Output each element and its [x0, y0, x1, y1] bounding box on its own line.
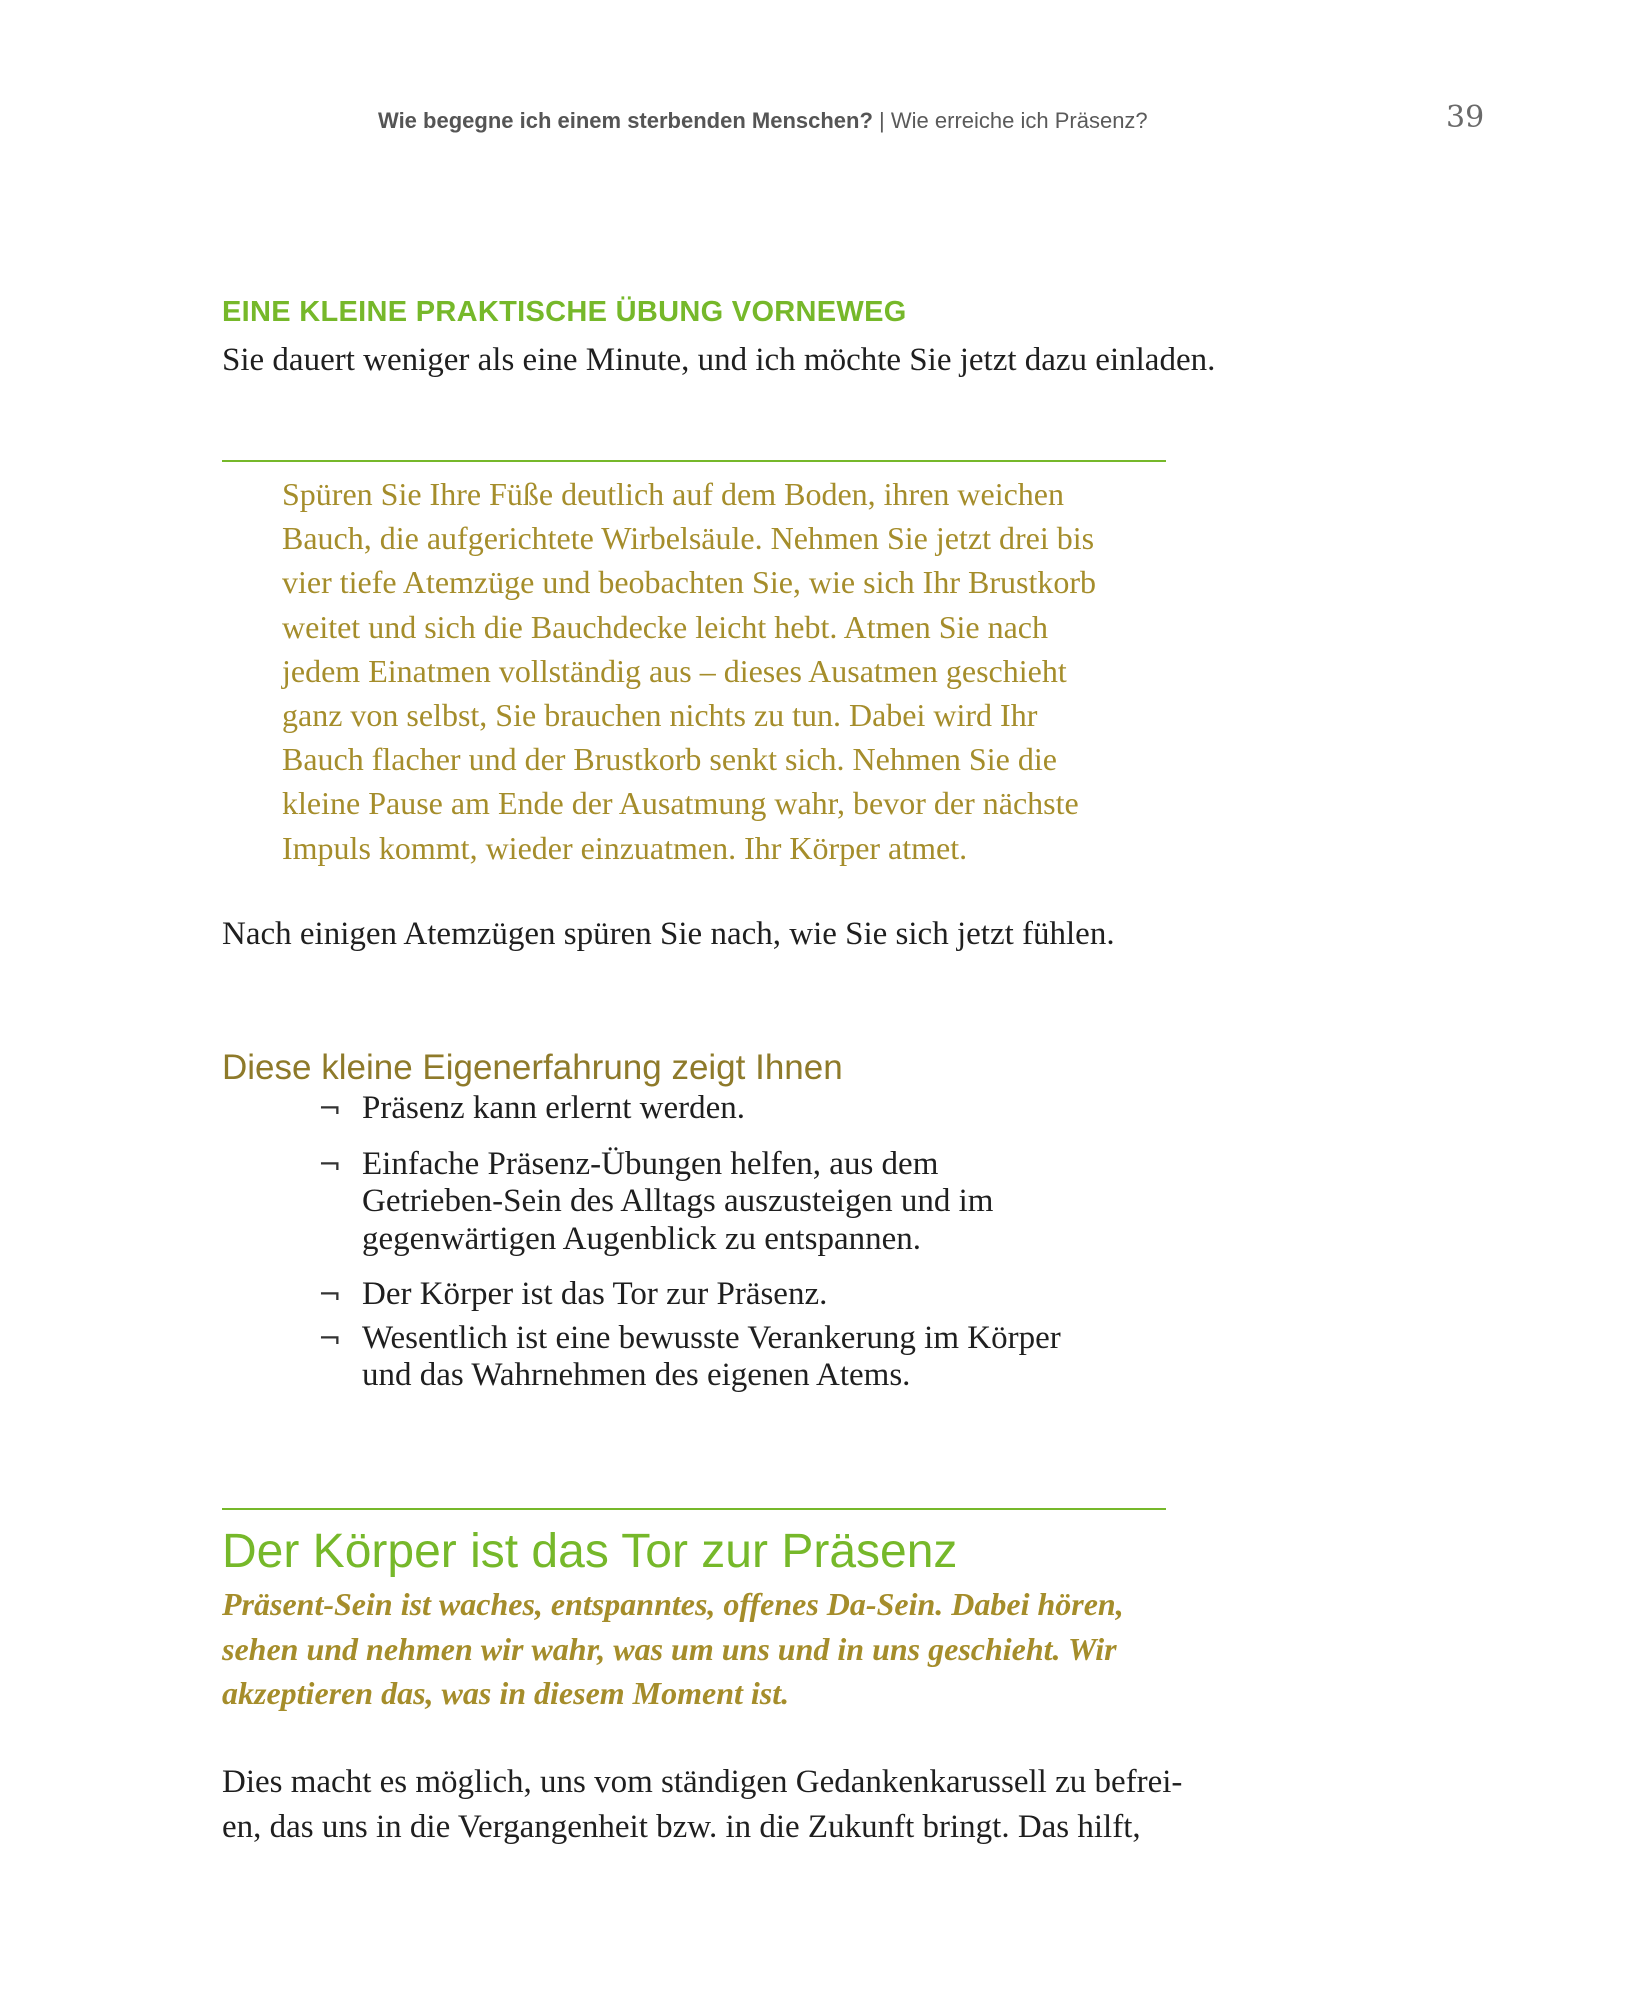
- bullet-icon: ¬: [318, 1147, 342, 1181]
- list-item-line: Wesentlich ist eine bewusste Verankerung im Körper: [362, 1319, 1061, 1356]
- divider-bottom: [222, 1508, 1166, 1510]
- exercise-line: Spüren Sie Ihre Füße deutlich auf dem Boden, ihren weichen: [282, 476, 1064, 512]
- exercise-text: [282, 472, 1182, 870]
- running-head-separator: |: [879, 108, 885, 133]
- divider-top: [222, 460, 1166, 462]
- section-body: [222, 1760, 1182, 1849]
- list-item: [318, 1090, 1198, 1128]
- exercise-intro: Sie dauert weniger als eine Minute, und ich möchte Sie jetzt dazu einladen.: [222, 342, 1216, 378]
- running-head-section: Wie erreiche ich Präsenz?: [890, 108, 1148, 133]
- exercise-kicker: EINE KLEINE PRAKTISCHE ÜBUNG VORNEWEG: [222, 296, 907, 328]
- bullet-icon: ¬: [318, 1321, 342, 1355]
- list-item: [318, 1146, 1198, 1259]
- exercise-after: Nach einigen Atemzügen spüren Sie nach, wie Sie sich jetzt fühlen.: [222, 916, 1115, 952]
- summary-heading: Diese kleine Eigenerfahrung zeigt Ihnen: [222, 1048, 843, 1087]
- list-item-line: gegenwärtigen Augenblick zu entspannen.: [362, 1220, 921, 1257]
- body-line: en, das uns in die Vergangenheit bzw. in die Zukunft bringt. Das hilft,: [222, 1808, 1141, 1845]
- summary-list: [318, 1090, 1198, 1413]
- exercise-line: vier tiefe Atemzüge und beobachten Sie, wie sich Ihr Brustkorb: [282, 564, 1096, 601]
- section-lead: [222, 1582, 1222, 1716]
- bullet-icon: ¬: [318, 1278, 342, 1311]
- running-head: [378, 108, 1148, 134]
- exercise-line: Bauch, die aufgerichtete Wirbelsäule. Nehmen Sie jetzt drei bis: [282, 520, 1095, 557]
- exercise-line: Impuls kommt, wieder einzuatmen. Ihr Körper atmet.: [282, 829, 968, 866]
- body-line: Dies macht es möglich, uns vom ständigen Gedankenkarussell zu befrei-: [222, 1764, 1183, 1800]
- list-item-line: Getrieben-Sein des Alltags auszusteigen und im: [362, 1183, 994, 1219]
- exercise-line: weitet und sich die Bauchdecke leicht hebt. Atmen Sie nach: [282, 608, 1048, 645]
- page-number: 39: [1446, 100, 1485, 135]
- list-item-line: Einfache Präsenz-Übungen helfen, aus dem: [362, 1145, 939, 1182]
- list-item: [318, 1276, 1198, 1314]
- lead-line: sehen und nehmen wir wahr, was um uns und in uns geschieht. Wir: [222, 1630, 1117, 1667]
- section-heading: Der Körper ist das Tor zur Präsenz: [222, 1525, 958, 1578]
- exercise-line: jedem Einatmen vollständig aus – dieses Ausatmen geschieht: [282, 652, 1067, 689]
- list-item-line: Präsenz kann erlernt werden.: [362, 1090, 745, 1126]
- exercise-line: Bauch flacher und der Brustkorb senkt sich. Nehmen Sie die: [282, 741, 1057, 778]
- exercise-line: ganz von selbst, Sie brauchen nichts zu tun. Dabei wird Ihr: [282, 697, 1038, 734]
- lead-line: akzeptieren das, was in diesem Moment ist.: [222, 1675, 790, 1711]
- bullet-icon: ¬: [318, 1092, 342, 1125]
- exercise-line: kleine Pause am Ende der Ausatmung wahr, bevor der nächste: [282, 785, 1079, 822]
- lead-line: Präsent-Sein ist waches, entspanntes, offenes Da-Sein. Dabei hören,: [222, 1586, 1124, 1622]
- list-item-line: und das Wahrnehmen des eigenen Atems.: [362, 1357, 911, 1393]
- list-item: [318, 1320, 1198, 1395]
- list-item-line: Der Körper ist das Tor zur Präsenz.: [362, 1276, 828, 1312]
- running-head-chapter: Wie begegne ich einem sterbenden Menschen?: [378, 108, 873, 133]
